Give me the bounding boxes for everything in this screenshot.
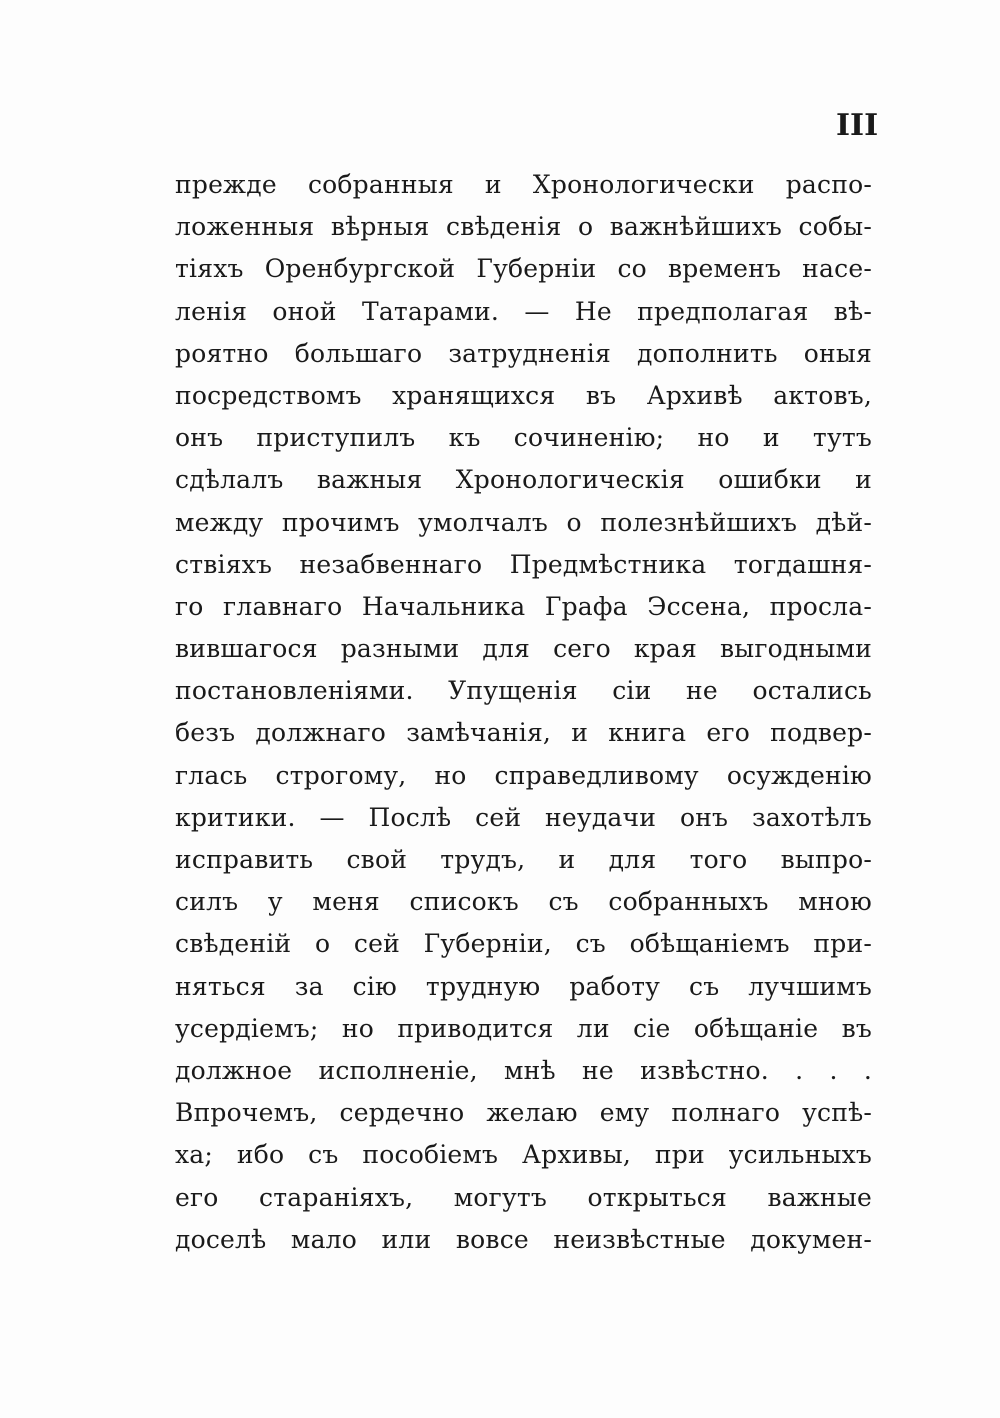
text-line: прежде собранныя и Хронологически распо-: [175, 170, 872, 199]
text-line: между прочимъ умолчалъ о полезнѣйшихъ дѣй-: [175, 507, 872, 537]
body-text: [175, 164, 872, 1261]
page-number: III: [836, 108, 879, 143]
text-line: няться за сію трудную работу съ лучшимъ: [175, 971, 872, 1001]
text-line: сдѣлалъ важныя Хронологическія ошибки и: [175, 465, 872, 495]
text-line: усердіемъ; но приводится ли сіе обѣщаніе въ: [175, 1013, 872, 1043]
text-line: вившагося разными для сего края выгодными: [175, 634, 872, 664]
text-line: ложенныя вѣрныя свѣденія о важнѣйшихъ собы-: [175, 212, 872, 242]
text-line: силъ у меня списокъ съ собранныхъ мною: [175, 887, 872, 917]
text-line: тіяхъ Оренбургской Губерніи со временъ насе-: [175, 254, 872, 284]
text-line: ствіяхъ незабвеннаго Предмѣстника тогдашня-: [175, 549, 872, 579]
text-line: постановленіями. Упущенія сіи не остались: [175, 676, 872, 706]
text-line: исправить свой трудъ, и для того выпро-: [175, 845, 872, 874]
text-line: должное исполненіе, мнѣ не извѣстно. . . .: [175, 1055, 872, 1085]
text-line: роятно большаго затрудненія дополнить оныя: [175, 338, 872, 368]
text-line: его стараніяхъ, могутъ открыться важные: [175, 1182, 872, 1212]
text-line: го главнаго Начальника Графа Эссена, просла-: [175, 591, 872, 621]
text-line: доселѣ мало или вовсе неизвѣстные докумен-: [175, 1224, 872, 1254]
text-line: посредствомъ хранящихся въ Архивѣ актовъ,: [175, 380, 872, 410]
text-line: глась строгому, но справедливому осужденію: [175, 760, 872, 790]
text-line: ха; ибо съ пособіемъ Архивы, при усильныхъ: [175, 1140, 872, 1170]
text-line: Впрочемъ, сердечно желаю ему полнаго успѣ-: [175, 1098, 872, 1128]
text-line: онъ приступилъ къ сочиненію; но и тутъ: [175, 423, 872, 453]
text-line: ленія оной Татарами. — Не предполагая вѣ-: [175, 296, 872, 326]
text-line: свѣденій о сей Губерніи, съ обѣщаніемъ при-: [175, 929, 872, 959]
text-line: безъ должнаго замѣчанія, и книга его подвер-: [175, 718, 872, 748]
text-line: критики. — Послѣ сей неудачи онъ захотѣлъ: [175, 802, 872, 832]
